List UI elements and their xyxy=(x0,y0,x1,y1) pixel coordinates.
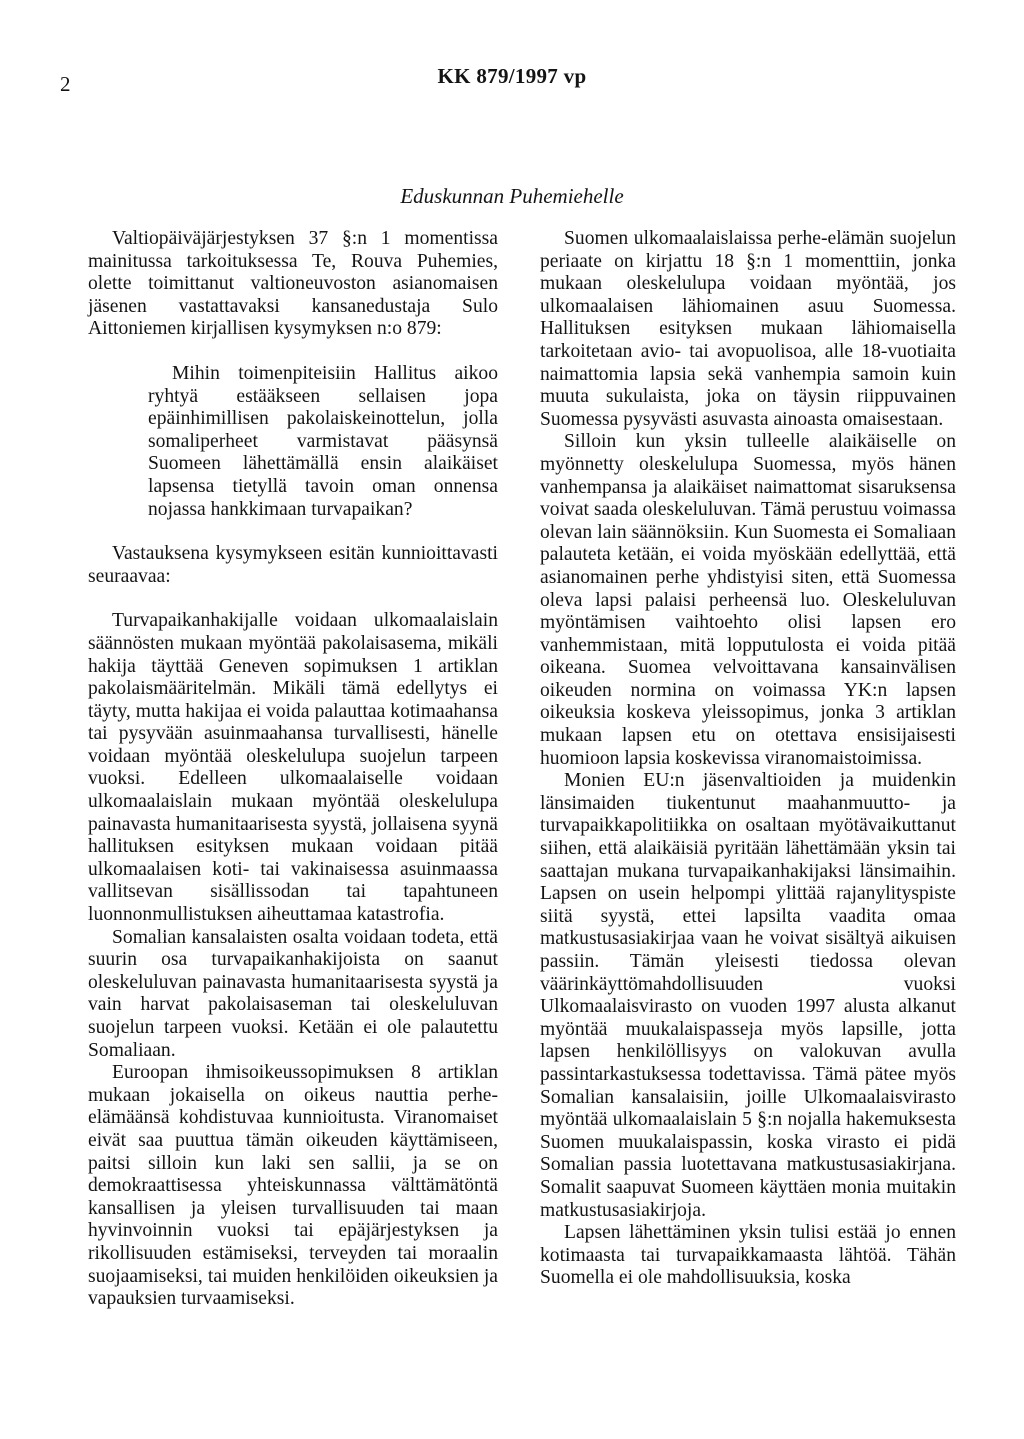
body-paragraph: Silloin kun yksin tulleelle alaikäiselle on myönnetty oleskelulupa Suomessa, myös hänen vanhempansa ja alaikäiset naimattomat sisaruksensa voivat saada oleskeluluvan. Tämä perustuu voimassa olevan lain säännöksiin. Kun Suomesta ei Somaliaan palauteta ketään, ei voida myöskään edellyttää, että asianomainen perhe yhdistyisi siten, että Suomessa oleva lapsi palaisi perheensä luo. Oleskeluluvan myöntämisen vaihtoehto olisi lapsen ero vanhemmistaan, mitä lopputulosta ei voida pitää oikeana. Suomea velvoittavana kansainvälisen oikeuden normina on voimassa YK:n lapsen oikeuksia koskeva yleissopimus, jonka 3 artiklan mukaan lapsen etu on otettava ensisijaisesti huomioon lapsia koskevissa viranomaistoimissa. xyxy=(540,431,956,769)
body-paragraph: Lapsen lähettäminen yksin tulisi estää jo ennen kotimaasta tai turvapaikkamaasta lähtöä. Tähän Suomella ei ole mahdollisuuksia, koska xyxy=(540,1222,956,1289)
body-paragraph: Somalian kansalaisten osalta voidaan todeta, että suurin osa turvapaikanhakijoista on saanut oleskeluluvan painavasta humanitaarisesta syystä ja vain harvat pakolaisaseman tai oleskeluluvan suojelun tarpeen vuoksi. Ketään ei ole palautettu Somaliaan. xyxy=(88,926,498,1061)
left-column xyxy=(88,228,498,1311)
right-column xyxy=(540,228,956,1290)
body-paragraph: Euroopan ihmisoikeussopimuksen 8 artiklan mukaan jokaisella on oikeus nauttia perhe-elämäänsä kohdistuvaa kunnioitusta. Viranomaiset eivät saa puuttua tämän oikeuden käyttämiseen, paitsi silloin kun laki sen sallii, ja se on demokraattisessa yhteiskunnassa välttämätöntä kansallisen ja yleisen turvallisuuden tai maan hyvinvoinnin vuoksi tai epäjärjestyksen ja rikollisuuden estämiseksi, terveyden tai moraalin suojaamiseksi, tai muiden henkilöiden oikeuksien ja vapauksien turvaamiseksi. xyxy=(88,1062,498,1310)
answer-intro: Vastauksena kysymykseen esitän kunnioittavasti seuraavaa: xyxy=(88,543,498,587)
intro-paragraph: Valtiopäiväjärjestyksen 37 §:n 1 momentissa mainitussa tarkoituksessa Te, Rouva Puhemies, olette toimittanut valtioneuvoston asianomaisen jäsenen vastattavaksi kansanedustaja Sulo Aittoniemen kirjallisen kysymyksen n:o 879: xyxy=(88,228,498,340)
question-quote: Mihin toimenpiteisiin Hallitus aikoo ryhtyä estääkseen sellaisen jopa epäinhimillisen pakolaiskeinottelun, jolla somaliperheet varmistavat pääsynsä Suomeen lähettämällä ensin alaikäiset lapsensa tietyllä tavoin oman onnensa nojassa hankkimaan turvapaikan? xyxy=(148,362,498,520)
body-paragraph: Monien EU:n jäsenvaltioiden ja muidenkin länsimaiden tiukentunut maahanmuutto- ja turvapaikkapolitiikka on osaltaan myötävaikuttanut siihen, että alaikäisiä pyritään lähettämään yksin tai saattajan mukana turvapaikanhakijaksi länsimaihin. Lapsen on usein helpompi ylittää rajanylityspiste siitä syystä, ettei lapsilta vaadita omaa matkustusasiakirjaa vaan he voivat sisältyä aikuisen passiin. Tämän yleisesti tiedossa olevan väärinkäyttömahdollisuuden vuoksi Ulkomaalaisvirasto on vuoden 1997 alusta alkanut myöntää muukalaispasseja myös lapsille, jotta lapsen henkilöllisyys on valokuvan avulla passintarkastuksessa todettavissa. Tämä pätee myös Somalian kansalaisiin, joille Ulkomaalaisvirasto myöntää ulkomaalaislain 5 §:n nojalla hakemuksesta Suomen muukalaispassin, koska virasto ei pidä Somalian passia luotettavana matkustusasiakirjana. Somalit saapuvat Suomeen käyttäen monia muitakin matkustusasiakirjoja. xyxy=(540,770,956,1221)
body-paragraph: Suomen ulkomaalaislaissa perhe-elämän suojelun periaate on kirjattu 18 §:n 1 momenttiin, jonka mukaan oleskelulupa voidaan myöntää, jos ulkomaalaisen lähiomainen asuu Suomessa. Hallituksen esityksen mukaan lähiomaisella tarkoitetaan avio- tai avopuolisoa, alle 18-vuotiaita naimattomia lapsia sekä vanhempia samoin kuin muuta sukulaista, joka on täysin riippuvainen Suomessa pysyvästi asuvasta ainoasta omaisestaan. xyxy=(540,228,956,430)
page-number: 2 xyxy=(60,72,71,96)
body-paragraph: Turvapaikanhakijalle voidaan ulkomaalaislain säännösten mukaan myöntää pakolaisasema, mikäli hakija täyttää Geneven sopimuksen 1 artiklan pakolaismääritelmän. Mikäli tämä edellytys ei täyty, mutta hakijaa ei voida palauttaa kotimaahansa tai pysyvään asuinmaahansa turvallisesti, hänelle voidaan myöntää oleskelulupa suojelun tarpeen vuoksi. Edelleen ulkomaalaiselle voidaan ulkomaalaislain mukaan myöntää oleskelulupa painavasta humanitaarisesta syystä, jollaisena syynä hallituksen esityksen mukaan voidaan pitää ulkomaalaisen koti- tai vakinaisessa asuinmaassa vallitsevan sisällissodan tai tapahtuneen luonnonmullistuksen aiheuttamaa katastrofia. xyxy=(88,610,498,926)
salutation: Eduskunnan Puhemiehelle xyxy=(400,184,624,208)
document-reference: KK 879/1997 vp xyxy=(437,64,587,88)
